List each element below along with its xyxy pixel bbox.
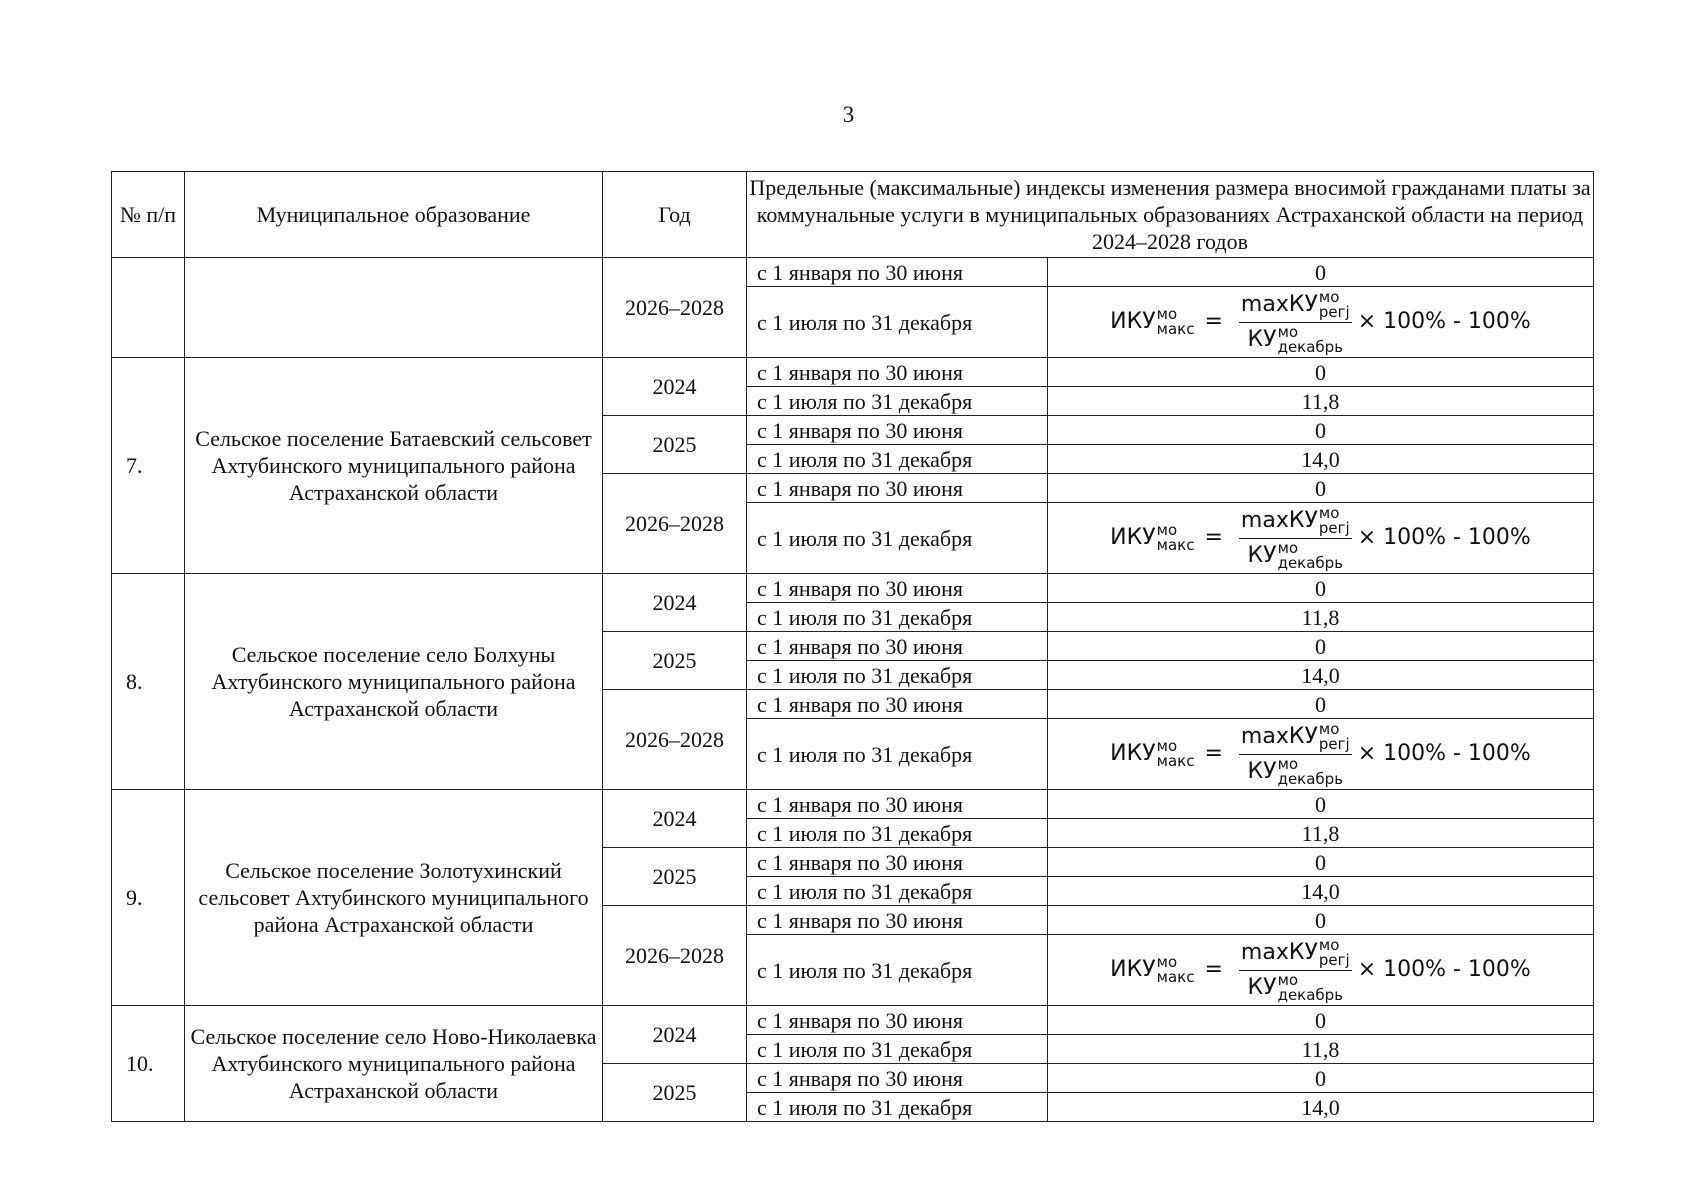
formula-num-text: maxКУ: [1240, 723, 1318, 749]
formula-tail: × 100% - 100%: [1357, 957, 1531, 982]
formula-num-sup: мо: [1318, 719, 1340, 738]
formula-fraction: [1239, 287, 1352, 356]
index-value: 14,0: [1048, 445, 1594, 474]
formula-cell: [1048, 503, 1594, 574]
formula-den-sub: декабрь: [1277, 553, 1344, 572]
municipality-name: Сельское поселение село Ново-Николаевка Ахтубинского муниципального района Астраханской области: [185, 1006, 603, 1122]
formula-den-sup: мо: [1277, 754, 1299, 773]
formula: [1110, 935, 1531, 1004]
formula-lhs-sup: мо: [1156, 305, 1178, 323]
period-second-half: с 1 июля по 31 декабря: [747, 287, 1048, 358]
year-cell: 2024: [603, 1006, 747, 1064]
formula-cell: [1048, 287, 1594, 358]
formula-denominator: [1248, 323, 1344, 355]
period-first-half: с 1 января по 30 июня: [747, 1064, 1048, 1093]
formula-den-scripts: [1277, 322, 1344, 356]
period-first-half: с 1 января по 30 июня: [747, 258, 1048, 287]
formula-equals: =: [1204, 957, 1223, 982]
year-cell: 2025: [603, 1064, 747, 1122]
year-cell: 2026–2028: [603, 258, 747, 358]
formula-den-text: КУ: [1247, 758, 1277, 784]
formula-lhs-scripts: [1157, 955, 1195, 985]
formula-lhs: ИКУ: [1110, 525, 1156, 550]
formula-den-sub: декабрь: [1277, 769, 1344, 788]
year-cell: 2025: [603, 848, 747, 906]
formula-numerator: [1239, 719, 1352, 755]
municipality-name: Сельское поселение село Болхуны Ахтубинского муниципального района Астраханской области: [185, 574, 603, 790]
period-first-half: с 1 января по 30 июня: [747, 1006, 1048, 1035]
formula-den-text: КУ: [1247, 974, 1277, 1000]
period-second-half: с 1 июля по 31 декабря: [747, 719, 1048, 790]
period-second-half: с 1 июля по 31 декабря: [747, 1035, 1048, 1064]
formula-lhs: ИКУ: [1110, 957, 1156, 982]
row-number: [112, 258, 185, 358]
formula-denominator: [1248, 971, 1344, 1003]
index-value: 14,0: [1048, 661, 1594, 690]
formula-num-sub: регj: [1318, 734, 1350, 753]
formula-den-text: КУ: [1247, 542, 1277, 568]
formula-lhs-scripts: [1157, 523, 1195, 553]
formula-fraction: [1239, 503, 1352, 572]
formula-lhs-scripts: [1157, 739, 1195, 769]
indices-table: [111, 171, 1594, 1122]
formula: [1110, 287, 1531, 356]
index-value: 0: [1048, 848, 1594, 877]
formula-num-text: maxКУ: [1240, 507, 1318, 533]
period-first-half: с 1 января по 30 июня: [747, 906, 1048, 935]
formula-lhs-sup: мо: [1156, 737, 1178, 755]
formula-cell: [1048, 935, 1594, 1006]
formula-num-scripts: [1318, 503, 1350, 537]
year-cell: 2026–2028: [603, 474, 747, 574]
formula-num-text: maxКУ: [1240, 939, 1318, 965]
index-value: 0: [1048, 1064, 1594, 1093]
index-value: 0: [1048, 416, 1594, 445]
table-row: [112, 574, 1594, 603]
year-cell: 2024: [603, 574, 747, 632]
formula-fraction: [1239, 719, 1352, 788]
year-cell: 2025: [603, 632, 747, 690]
index-value: 0: [1048, 574, 1594, 603]
formula-numerator: [1239, 287, 1352, 323]
table-row: [112, 258, 1594, 287]
index-value: 0: [1048, 1006, 1594, 1035]
period-first-half: с 1 января по 30 июня: [747, 574, 1048, 603]
year-cell: 2026–2028: [603, 690, 747, 790]
municipality-name: [185, 258, 603, 358]
period-second-half: с 1 июля по 31 декабря: [747, 661, 1048, 690]
formula-den-scripts: [1277, 538, 1344, 572]
formula: [1110, 503, 1531, 572]
page-number: 3: [842, 102, 855, 127]
period-first-half: с 1 января по 30 июня: [747, 474, 1048, 503]
index-value: 14,0: [1048, 877, 1594, 906]
header-row: [112, 172, 1594, 258]
period-second-half: с 1 июля по 31 декабря: [747, 387, 1048, 416]
formula-fraction: [1239, 935, 1352, 1004]
period-first-half: с 1 января по 30 июня: [747, 790, 1048, 819]
formula-num-scripts: [1318, 287, 1350, 321]
period-second-half: с 1 июля по 31 декабря: [747, 445, 1048, 474]
period-second-half: с 1 июля по 31 декабря: [747, 877, 1048, 906]
formula-den-sup: мо: [1277, 538, 1299, 557]
formula-num-sup: мо: [1318, 935, 1340, 954]
formula-numerator: [1239, 503, 1352, 539]
header-municipality: Муниципальное образование: [185, 172, 603, 258]
period-second-half: с 1 июля по 31 декабря: [747, 503, 1048, 574]
period-second-half: с 1 июля по 31 декабря: [747, 603, 1048, 632]
year-cell: 2024: [603, 790, 747, 848]
formula-lhs-sub: макс: [1156, 320, 1195, 338]
table-row: [112, 1006, 1594, 1035]
formula-denominator: [1248, 755, 1344, 787]
formula-den-sub: декабрь: [1277, 337, 1344, 356]
period-first-half: с 1 января по 30 июня: [747, 848, 1048, 877]
formula-lhs: ИКУ: [1110, 741, 1156, 766]
period-first-half: с 1 января по 30 июня: [747, 416, 1048, 445]
formula-num-sup: мо: [1318, 503, 1340, 522]
row-number: 9.: [112, 790, 185, 1006]
index-value: 0: [1048, 258, 1594, 287]
formula-equals: =: [1204, 525, 1223, 550]
municipality-name: Сельское поселение Батаевский сельсовет Ахтубинского муниципального района Астраханской области: [185, 358, 603, 574]
formula: [1110, 719, 1531, 788]
formula-equals: =: [1204, 309, 1223, 334]
formula-den-sup: мо: [1277, 322, 1299, 341]
formula-den-scripts: [1277, 754, 1344, 788]
table-row: [112, 358, 1594, 387]
formula-equals: =: [1204, 741, 1223, 766]
index-value: 11,8: [1048, 1035, 1594, 1064]
index-value: 11,8: [1048, 819, 1594, 848]
index-value: 14,0: [1048, 1093, 1594, 1122]
period-second-half: с 1 июля по 31 декабря: [747, 935, 1048, 1006]
formula-lhs-scripts: [1157, 307, 1195, 337]
formula-num-sub: регj: [1318, 302, 1350, 321]
year-cell: 2026–2028: [603, 906, 747, 1006]
period-second-half: с 1 июля по 31 декабря: [747, 819, 1048, 848]
formula-tail: × 100% - 100%: [1357, 525, 1531, 550]
index-value: 0: [1048, 358, 1594, 387]
period-first-half: с 1 января по 30 июня: [747, 690, 1048, 719]
year-cell: 2025: [603, 416, 747, 474]
formula-num-sub: регj: [1318, 950, 1350, 969]
index-value: 0: [1048, 474, 1594, 503]
index-value: 0: [1048, 906, 1594, 935]
formula-den-sub: декабрь: [1277, 985, 1344, 1004]
header-indices: Предельные (максимальные) индексы изменения размера вносимой гражданами платы за коммунальные услуги в муниципальных образованиях Астраханской области на период 2024–2028 годов: [747, 172, 1594, 258]
formula-den-sup: мо: [1277, 970, 1299, 989]
index-value: 0: [1048, 632, 1594, 661]
period-first-half: с 1 января по 30 июня: [747, 632, 1048, 661]
formula-denominator: [1248, 539, 1344, 571]
municipality-name: Сельское поселение Золотухинский сельсовет Ахтубинского муниципального района Астраханской области: [185, 790, 603, 1006]
formula-den-text: КУ: [1247, 326, 1277, 352]
formula-lhs-sub: макс: [1156, 968, 1195, 986]
header-num: № п/п: [112, 172, 185, 258]
index-value: 0: [1048, 790, 1594, 819]
formula-num-sub: регj: [1318, 518, 1350, 537]
year-cell: 2024: [603, 358, 747, 416]
formula-num-text: maxКУ: [1240, 291, 1318, 317]
formula-lhs: ИКУ: [1110, 309, 1156, 334]
formula-lhs-sub: макс: [1156, 752, 1195, 770]
formula-num-scripts: [1318, 719, 1350, 753]
formula-numerator: [1239, 935, 1352, 971]
index-value: 11,8: [1048, 387, 1594, 416]
index-value: 11,8: [1048, 603, 1594, 632]
row-number: 10.: [112, 1006, 185, 1122]
formula-den-scripts: [1277, 970, 1344, 1004]
formula-cell: [1048, 719, 1594, 790]
formula-tail: × 100% - 100%: [1357, 309, 1531, 334]
period-first-half: с 1 января по 30 июня: [747, 358, 1048, 387]
header-year: Год: [603, 172, 747, 258]
formula-lhs-sub: макс: [1156, 536, 1195, 554]
formula-num-scripts: [1318, 935, 1350, 969]
index-value: 0: [1048, 690, 1594, 719]
table-row: [112, 790, 1594, 819]
formula-lhs-sup: мо: [1156, 953, 1178, 971]
row-number: 8.: [112, 574, 185, 790]
period-second-half: с 1 июля по 31 декабря: [747, 1093, 1048, 1122]
formula-lhs-sup: мо: [1156, 521, 1178, 539]
formula-tail: × 100% - 100%: [1357, 741, 1531, 766]
row-number: 7.: [112, 358, 185, 574]
formula-num-sup: мо: [1318, 287, 1340, 306]
